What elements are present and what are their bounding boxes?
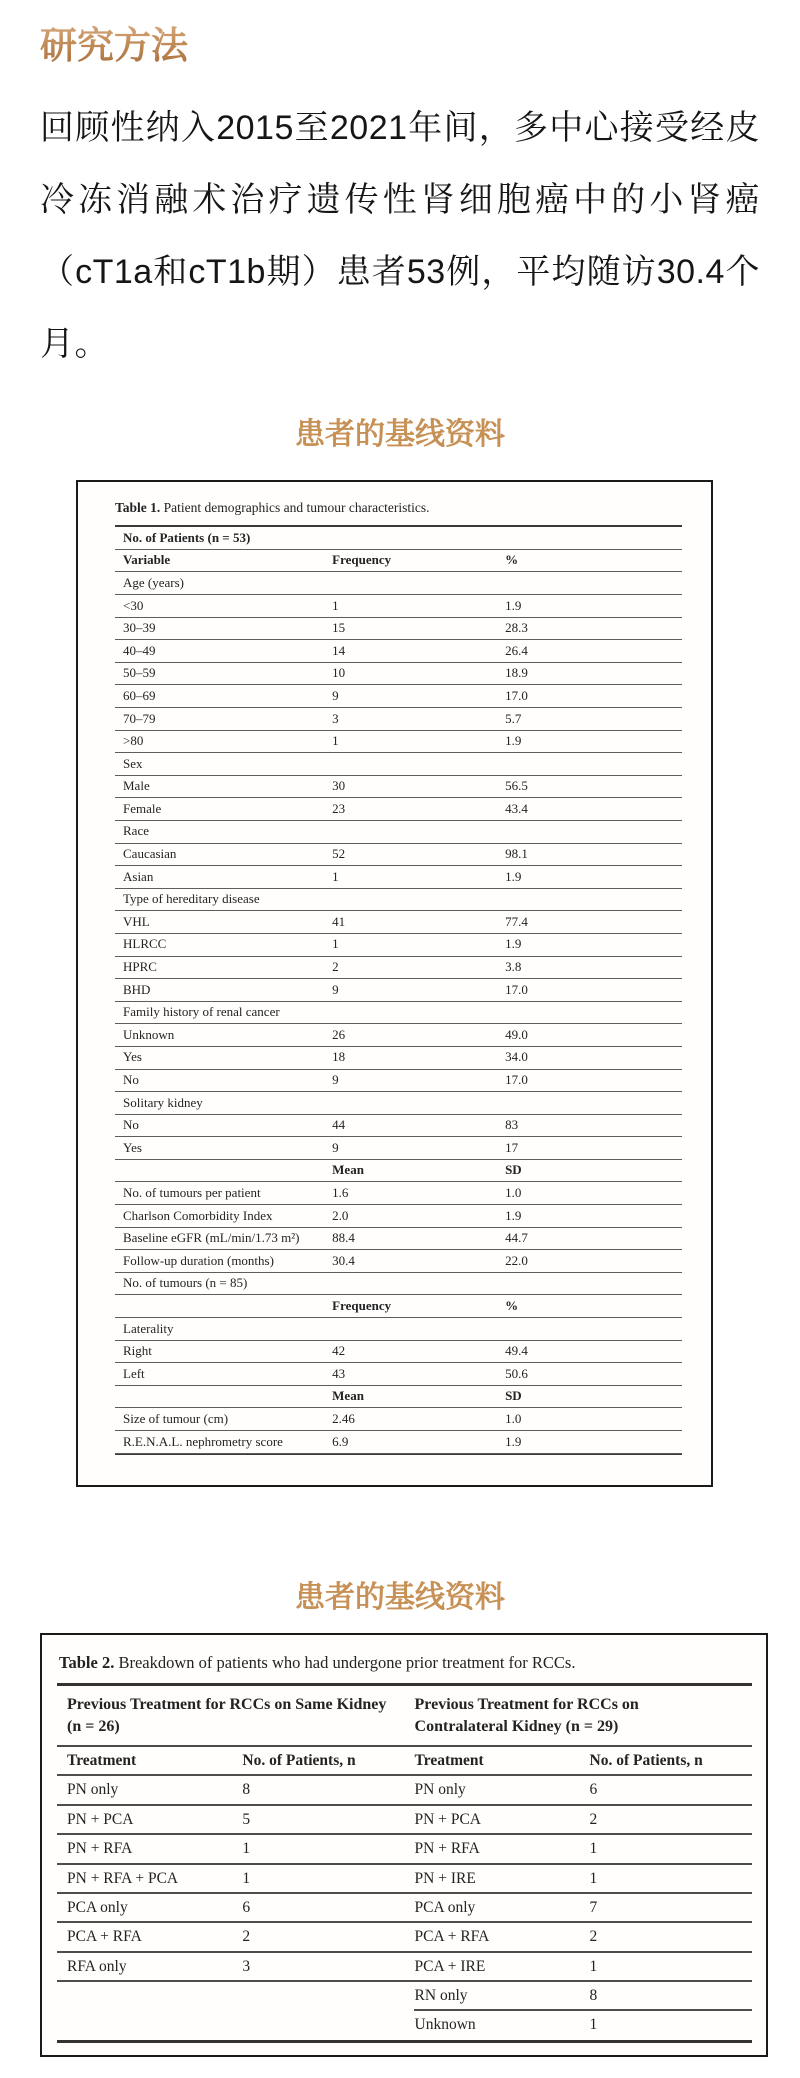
row-label: No. of Patients (n = 53) bbox=[123, 529, 251, 545]
table2-figure bbox=[40, 1633, 768, 2057]
row-label: Baseline eGFR (mL/min/1.73 m²) bbox=[123, 1230, 300, 1246]
row-treatment-right: PCA + IRE bbox=[414, 1957, 486, 1975]
table2-row-right bbox=[414, 2011, 752, 2038]
table2-row-right bbox=[414, 1776, 752, 1805]
row-label: Race bbox=[123, 823, 149, 839]
table2-row-right bbox=[414, 1982, 752, 2011]
row-value-percent: % bbox=[505, 1297, 519, 1313]
section-heading-baseline-2: 患者的基线资料 bbox=[295, 1580, 505, 1614]
row-label: Variable bbox=[123, 552, 171, 568]
row-label: Left bbox=[123, 1365, 145, 1381]
row-treatment-left: PN + PCA bbox=[67, 1810, 134, 1828]
table1-row bbox=[115, 979, 682, 1002]
table1-figure bbox=[76, 480, 713, 1486]
table2-row-left bbox=[57, 1865, 414, 1894]
table2-body bbox=[57, 1776, 752, 2038]
row-value-frequency: 43 bbox=[332, 1365, 346, 1381]
row-patients-right: 1 bbox=[589, 1840, 598, 1858]
row-label: Asian bbox=[123, 868, 154, 884]
row-label: No. of tumours (n = 85) bbox=[123, 1275, 248, 1291]
row-label: Caucasian bbox=[123, 846, 177, 862]
row-value-percent: 49.0 bbox=[505, 1026, 528, 1042]
table2-row-right bbox=[414, 1865, 752, 1894]
row-value-percent: 17.0 bbox=[505, 687, 528, 703]
row-value-percent: 26.4 bbox=[505, 642, 528, 658]
row-value-percent: 98.1 bbox=[505, 846, 528, 862]
table1-row bbox=[115, 527, 682, 550]
row-value-frequency: 18 bbox=[332, 1049, 346, 1065]
table1-row bbox=[115, 798, 682, 821]
row-patients-left: 1 bbox=[242, 1840, 251, 1858]
table1-row bbox=[115, 1137, 682, 1160]
table2-row-left bbox=[57, 2011, 414, 2038]
row-value-percent: 17.0 bbox=[505, 981, 528, 997]
row-value-frequency: 52 bbox=[332, 846, 346, 862]
row-patients-left: 5 bbox=[242, 1810, 251, 1828]
row-label: Age (years) bbox=[123, 574, 184, 590]
row-treatment-right: PN + RFA bbox=[414, 1840, 480, 1858]
table2-group-header-row bbox=[57, 1686, 752, 1745]
row-label: 40–49 bbox=[123, 642, 156, 658]
section-heading-baseline-1: 患者的基线资料 bbox=[295, 418, 505, 452]
table1-row bbox=[115, 1228, 682, 1251]
row-value-frequency: 3 bbox=[332, 710, 339, 726]
table1-row bbox=[115, 1273, 682, 1296]
row-value-percent: 44.7 bbox=[505, 1230, 528, 1246]
table2-column-header-row bbox=[57, 1747, 752, 1776]
row-treatment-left: PN + RFA + PCA bbox=[67, 1869, 179, 1887]
row-value-frequency: Frequency bbox=[332, 552, 392, 568]
row-label: Follow-up duration (months) bbox=[123, 1252, 274, 1268]
table1-row bbox=[115, 1250, 682, 1273]
method-heading: 研究方法 bbox=[40, 24, 188, 70]
table1-row bbox=[115, 708, 682, 731]
table1-row bbox=[115, 1363, 682, 1386]
row-value-frequency: 9 bbox=[332, 1139, 339, 1155]
table2-row-left bbox=[57, 1953, 414, 1982]
row-treatment-right: PN + PCA bbox=[414, 1810, 481, 1828]
row-label: <30 bbox=[123, 597, 144, 613]
row-value-percent: 1.9 bbox=[505, 868, 522, 884]
row-value-percent: SD bbox=[505, 1388, 522, 1404]
row-label: 50–59 bbox=[123, 665, 156, 681]
table2-row-right bbox=[414, 1806, 752, 1835]
table1-row bbox=[115, 1092, 682, 1115]
row-value-frequency: 1 bbox=[332, 597, 339, 613]
row-value-percent: 1.9 bbox=[505, 733, 522, 749]
row-label: Solitary kidney bbox=[123, 1094, 203, 1110]
row-label: No bbox=[123, 1117, 139, 1133]
row-value-percent: 22.0 bbox=[505, 1252, 528, 1268]
row-value-percent: 18.9 bbox=[505, 665, 528, 681]
table1-row bbox=[115, 1024, 682, 1047]
row-value-percent: 34.0 bbox=[505, 1049, 528, 1065]
row-label: 70–79 bbox=[123, 710, 156, 726]
row-value-frequency: 23 bbox=[332, 800, 346, 816]
table1-row bbox=[115, 1205, 682, 1228]
row-patients-right: 1 bbox=[589, 2016, 598, 2034]
table1-row bbox=[115, 957, 682, 980]
table1-row bbox=[115, 776, 682, 799]
row-value-frequency: 14 bbox=[332, 642, 346, 658]
row-label: Laterality bbox=[123, 1320, 174, 1336]
row-patients-right: 1 bbox=[589, 1957, 598, 1975]
row-label: Male bbox=[123, 778, 150, 794]
row-treatment-right: Unknown bbox=[414, 2016, 476, 2034]
table1-row bbox=[115, 1182, 682, 1205]
table1-row bbox=[115, 1386, 682, 1409]
table1-title-label: Table 1. bbox=[115, 500, 161, 516]
row-label: Yes bbox=[123, 1139, 142, 1155]
table2-row bbox=[57, 1982, 752, 2011]
column-header-patients-left: No. of Patients, n bbox=[242, 1752, 356, 1770]
table1-row bbox=[115, 1002, 682, 1025]
table2-row-left bbox=[57, 1835, 414, 1864]
row-label: BHD bbox=[123, 981, 151, 997]
group-header-contralateral-kidney bbox=[414, 1694, 752, 1739]
table2-title-text: Breakdown of patients who had undergone prior treatment for RCCs. bbox=[114, 1652, 576, 1672]
row-label: R.E.N.A.L. nephrometry score bbox=[123, 1433, 283, 1449]
row-value-frequency: 6.9 bbox=[332, 1433, 349, 1449]
table1-row bbox=[115, 844, 682, 867]
table2-title-label: Table 2. bbox=[59, 1652, 115, 1672]
row-value-percent: SD bbox=[505, 1162, 522, 1178]
row-value-frequency: 9 bbox=[332, 1072, 339, 1087]
table2-row-right bbox=[414, 1894, 752, 1923]
table1-row bbox=[115, 640, 682, 663]
row-value-frequency: 2 bbox=[332, 959, 339, 975]
table1-row bbox=[115, 1431, 682, 1454]
table2-row bbox=[57, 1894, 752, 1923]
row-value-frequency: 1 bbox=[332, 733, 339, 749]
row-label: Type of hereditary disease bbox=[123, 891, 260, 907]
table2-row-left bbox=[57, 1982, 414, 2011]
row-treatment-left: PCA + RFA bbox=[67, 1928, 142, 1946]
row-label: No bbox=[123, 1072, 139, 1087]
row-patients-right: 1 bbox=[589, 1869, 598, 1887]
row-value-percent: 1.9 bbox=[505, 597, 522, 613]
row-value-frequency: 1.6 bbox=[332, 1184, 349, 1200]
row-value-percent: 3.8 bbox=[505, 959, 522, 975]
table1-row bbox=[115, 572, 682, 595]
row-label: Right bbox=[123, 1343, 152, 1359]
method-heading-block bbox=[0, 0, 800, 70]
table2-row bbox=[57, 1923, 752, 1952]
row-value-frequency: 1 bbox=[332, 936, 339, 952]
row-value-frequency: 44 bbox=[332, 1117, 346, 1133]
table1-row bbox=[115, 1115, 682, 1138]
row-value-percent: 49.4 bbox=[505, 1343, 528, 1359]
row-treatment-right: PCA + RFA bbox=[414, 1928, 490, 1946]
row-value-frequency: 26 bbox=[332, 1026, 346, 1042]
row-treatment-right: PN + IRE bbox=[414, 1869, 476, 1887]
row-label: Unknown bbox=[123, 1026, 175, 1042]
row-treatment-left: PN only bbox=[67, 1781, 119, 1799]
row-value-percent: 77.4 bbox=[505, 913, 528, 929]
row-label: No. of tumours per patient bbox=[123, 1184, 261, 1200]
table2-row bbox=[57, 1835, 752, 1864]
table1-row bbox=[115, 618, 682, 641]
table1-row bbox=[115, 663, 682, 686]
row-value-percent: 1.0 bbox=[505, 1410, 522, 1426]
table2-row bbox=[57, 1806, 752, 1835]
row-patients-left: 1 bbox=[242, 1869, 251, 1887]
table2-row-right bbox=[414, 1835, 752, 1864]
row-label: 60–69 bbox=[123, 687, 156, 703]
table2-row-left bbox=[57, 1894, 414, 1923]
row-value-percent: 1.9 bbox=[505, 1433, 522, 1449]
row-patients-left: 8 bbox=[242, 1781, 251, 1799]
row-value-frequency: 42 bbox=[332, 1343, 346, 1359]
row-patients-left: 6 bbox=[242, 1898, 251, 1916]
table2-row bbox=[57, 2011, 752, 2038]
table1-row bbox=[115, 1070, 682, 1093]
row-value-frequency: Mean bbox=[332, 1162, 364, 1178]
table1-row bbox=[115, 821, 682, 844]
column-header-patients-right: No. of Patients, n bbox=[589, 1752, 703, 1770]
row-label: Yes bbox=[123, 1049, 142, 1065]
column-header-treatment-left: Treatment bbox=[67, 1752, 137, 1770]
row-label: HPRC bbox=[123, 959, 157, 975]
table1-row bbox=[115, 911, 682, 934]
table1-row bbox=[115, 1318, 682, 1341]
table2-title bbox=[59, 1653, 752, 1673]
table2-row-left bbox=[57, 1776, 414, 1805]
row-value-frequency: 9 bbox=[332, 981, 339, 997]
group-header-same-kidney bbox=[57, 1694, 414, 1739]
row-value-percent: 28.3 bbox=[505, 620, 528, 636]
row-value-percent: 83 bbox=[505, 1117, 519, 1133]
table1-row bbox=[115, 934, 682, 957]
table1-title-text: Patient demographics and tumour characteristics. bbox=[160, 500, 430, 516]
row-value-frequency: 30 bbox=[332, 778, 346, 794]
table1-row bbox=[115, 1047, 682, 1070]
table2-row bbox=[57, 1953, 752, 1982]
method-paragraph: 回顾性纳入2015至2021年间，多中心接受经皮冷冻消融术治疗遗传性肾细胞癌中的小肾癌（cT1a和cT1b期）患者53例，平均随访30.4个月。 bbox=[40, 109, 760, 364]
row-value-frequency: 2.0 bbox=[332, 1207, 349, 1223]
row-value-percent: 1.9 bbox=[505, 936, 522, 952]
table2-row-left bbox=[57, 1806, 414, 1835]
table1-row bbox=[115, 889, 682, 912]
row-value-percent: 17 bbox=[505, 1139, 519, 1155]
row-value-frequency: 1 bbox=[332, 868, 339, 884]
table2-row bbox=[57, 1865, 752, 1894]
row-patients-right: 2 bbox=[589, 1928, 598, 1946]
row-patients-left: 2 bbox=[242, 1928, 251, 1946]
row-value-frequency: 2.46 bbox=[332, 1410, 355, 1426]
row-value-frequency: 88.4 bbox=[332, 1230, 355, 1246]
row-value-frequency: 30.4 bbox=[332, 1252, 355, 1268]
row-value-percent: 17.0 bbox=[505, 1072, 528, 1087]
row-label: Size of tumour (cm) bbox=[123, 1410, 229, 1426]
row-value-percent: 1.0 bbox=[505, 1184, 522, 1200]
row-patients-right: 8 bbox=[589, 1987, 598, 2005]
row-label: >80 bbox=[123, 733, 144, 749]
row-patients-right: 6 bbox=[589, 1781, 598, 1799]
row-label: VHL bbox=[123, 913, 150, 929]
row-treatment-left: PN + RFA bbox=[67, 1840, 133, 1858]
table2-row-left bbox=[57, 1923, 414, 1952]
table1-row bbox=[115, 685, 682, 708]
column-header-right bbox=[414, 1747, 752, 1776]
row-value-percent: 43.4 bbox=[505, 800, 528, 816]
row-value-percent: % bbox=[505, 552, 519, 568]
group-header-contralateral-kidney-text: Previous Treatment for RCCs on Contralateral Kidney (n = 29) bbox=[414, 1695, 639, 1736]
row-value-frequency: 41 bbox=[332, 913, 346, 929]
row-label: Sex bbox=[123, 755, 143, 771]
group-header-same-kidney-text: Previous Treatment for RCCs on Same Kidney (n = 26) bbox=[67, 1695, 387, 1736]
row-label: Family history of renal cancer bbox=[123, 1004, 280, 1020]
row-label: Female bbox=[123, 800, 162, 816]
row-label: Charlson Comorbidity Index bbox=[123, 1207, 273, 1223]
row-patients-left: 3 bbox=[242, 1957, 251, 1975]
table1-body bbox=[115, 525, 682, 1454]
row-value-frequency: Mean bbox=[332, 1388, 364, 1404]
row-value-frequency: 15 bbox=[332, 620, 346, 636]
row-value-percent: 56.5 bbox=[505, 778, 528, 794]
table1-title bbox=[115, 500, 682, 516]
row-patients-right: 7 bbox=[589, 1898, 598, 1916]
table1-row bbox=[115, 753, 682, 776]
table1-row bbox=[115, 731, 682, 754]
row-label: 30–39 bbox=[123, 620, 156, 636]
row-label: HLRCC bbox=[123, 936, 167, 952]
row-value-percent: 5.7 bbox=[505, 710, 522, 726]
table2-bottom-rule bbox=[57, 2040, 752, 2043]
table1-row bbox=[115, 1408, 682, 1431]
row-value-percent: 50.6 bbox=[505, 1365, 528, 1381]
row-value-percent: 1.9 bbox=[505, 1207, 522, 1223]
table1-row bbox=[115, 1341, 682, 1364]
table2-row-right bbox=[414, 1953, 752, 1982]
row-treatment-left: PCA only bbox=[67, 1898, 128, 1916]
table1-row bbox=[115, 1160, 682, 1183]
table2-row-right bbox=[414, 1923, 752, 1952]
row-treatment-left: RFA only bbox=[67, 1957, 127, 1975]
row-treatment-right: PCA only bbox=[414, 1898, 476, 1916]
table2-row bbox=[57, 1776, 752, 1805]
column-header-treatment-right: Treatment bbox=[414, 1752, 484, 1770]
table1-row bbox=[115, 550, 682, 573]
row-value-frequency: 9 bbox=[332, 687, 339, 703]
column-header-left bbox=[57, 1747, 414, 1776]
row-value-frequency: 10 bbox=[332, 665, 346, 681]
row-value-frequency: Frequency bbox=[332, 1297, 392, 1313]
row-treatment-right: PN only bbox=[414, 1781, 466, 1799]
row-patients-right: 2 bbox=[589, 1810, 598, 1828]
table1-row bbox=[115, 595, 682, 618]
row-treatment-right: RN only bbox=[414, 1987, 468, 2005]
table1-row bbox=[115, 866, 682, 889]
table1-row bbox=[115, 1295, 682, 1318]
